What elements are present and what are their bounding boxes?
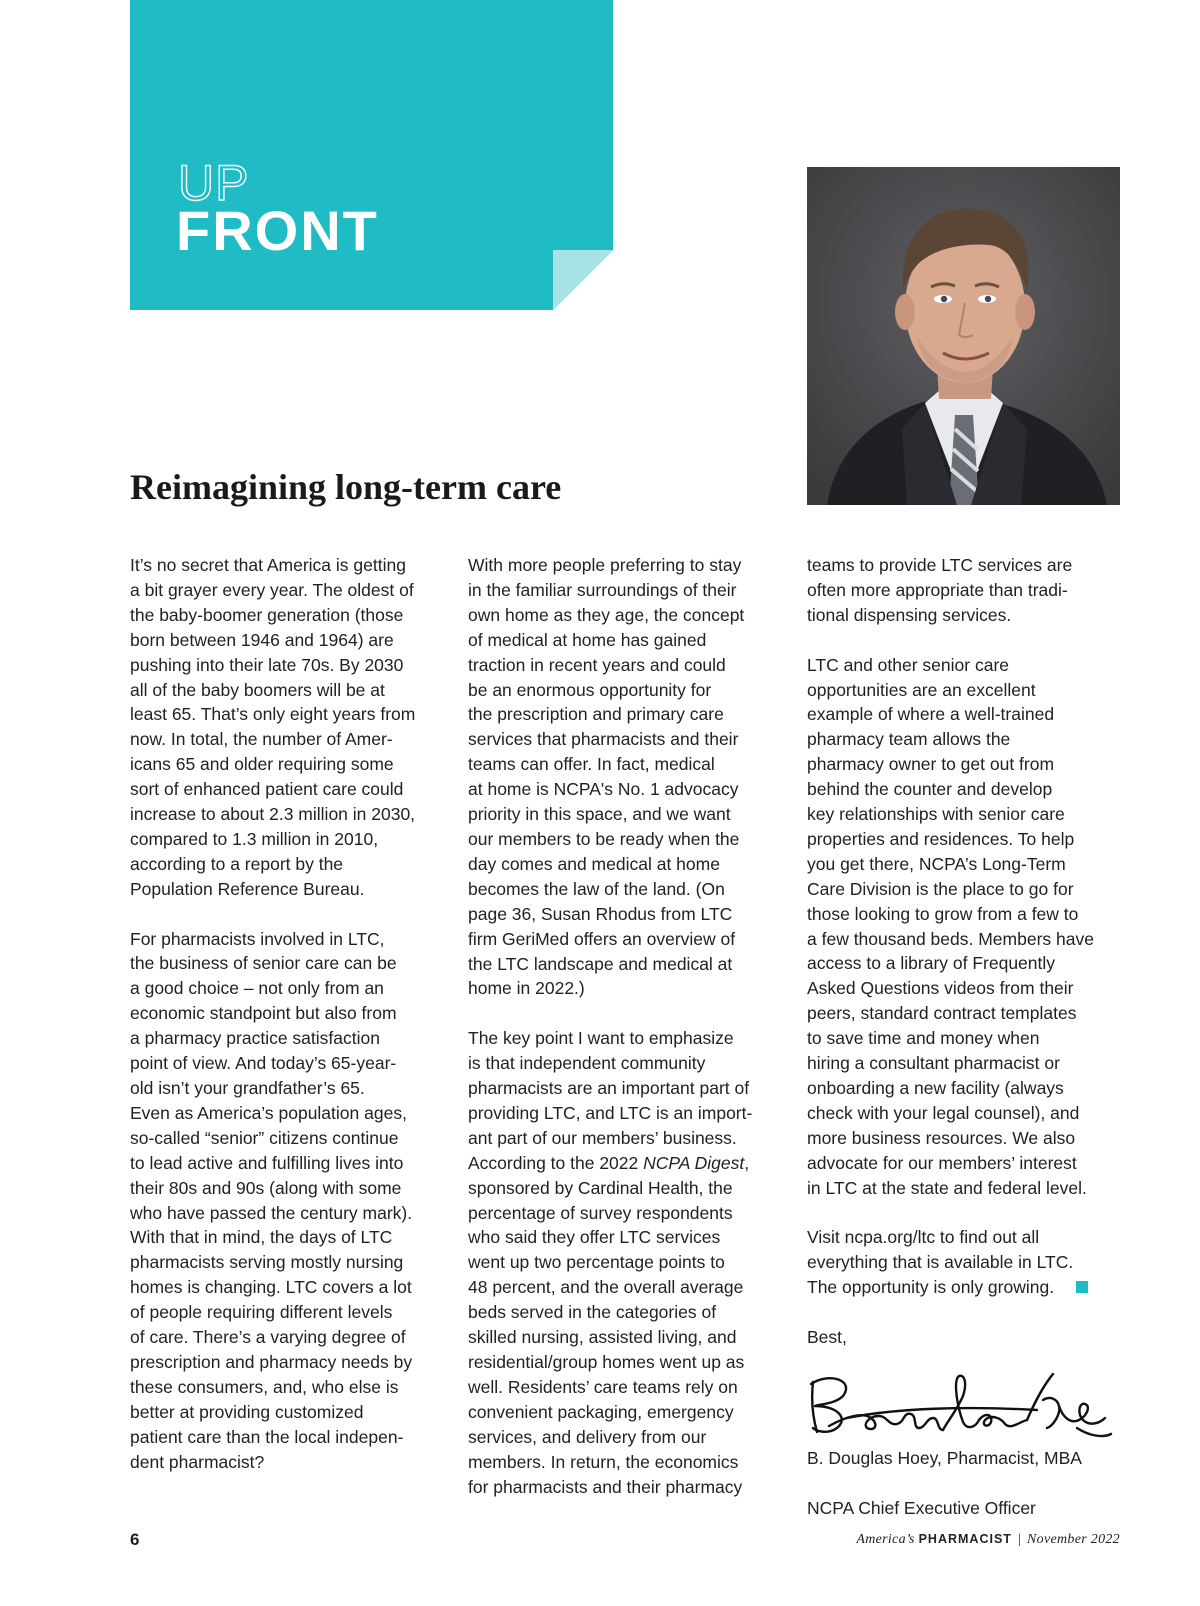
article-column-3	[807, 553, 1127, 1521]
footer-separator: |	[1017, 1532, 1022, 1547]
page-fold-corner	[553, 250, 613, 310]
body-paragraph: LTC and other senior care opportunities are an excellent example of where a well-trained pharmacy team allows the pharmacy owner to get out from behind the counter and develop key relationships with senior care properties and residences. To help you get there, NCPA’s Long-Term Care Division is the place to go for those looking to grow from a few to a few thousand beds. Members have access to a library of Frequently Asked Questions videos from their peers, standard contract templates to save time and money when hiring a consultant pharmacist or onboarding a new facility (always check with your legal counsel), and more business resources. We also advocate for our members’ interest in LTC at the state and federal level.	[807, 654, 1094, 1198]
publication-title-italic: NCPA Digest	[643, 1152, 745, 1173]
article-column-2	[468, 553, 788, 1499]
publication-prefix: America’s	[856, 1532, 915, 1547]
body-paragraph	[807, 1225, 1127, 1300]
closing-text: Visit ncpa.org/ltc to find out all everything that is available in LTC. The opportunity is only growing.	[807, 1227, 1074, 1298]
handwritten-signature	[807, 1366, 1117, 1446]
body-paragraph	[468, 1026, 788, 1499]
signer-name: B. Douglas Hoey, Pharmacist, MBA	[807, 1447, 1082, 1468]
body-paragraph: It’s no secret that America is getting a bit grayer every year. The oldest of the baby-boomer generation (those born between 1946 and 1964) are pushing into their late 70s. By 2030 all of the baby boomers will be at least 65. That’s only eight years from now. In total, the number of Amer- icans 65 and older requiring some sort of enhanced patient care could increase to about 2.3 million in 2030, compared to 1.3 million in 2010, according to a report by the Population Reference Bureau.	[130, 555, 416, 899]
salutation: Best,	[807, 1327, 847, 1348]
publication-footer	[856, 1532, 1120, 1548]
page-number: 6	[130, 1530, 140, 1549]
section-label-bottom: FRONT	[176, 199, 379, 262]
publication-brand: PHARMACIST	[918, 1532, 1012, 1546]
body-text: , sponsored by Cardinal Health, the percentage of survey respondents who said they offer LTC services went up two percentage points to 48 percent, and the overall average beds served in the categories of skilled nursing, assisted living, and residential/group homes went up as well. Residents’ care teams rely on convenient packaging, emergency services, and delivery from our members. In return, the economics for pharmacists and their pharmacy	[468, 1152, 750, 1497]
author-portrait-photo	[807, 167, 1120, 505]
article-column-1	[130, 553, 450, 1475]
signer-title: NCPA Chief Executive Officer	[807, 1497, 1036, 1518]
article-headline: Reimagining long-term care	[130, 467, 562, 507]
issue-date: November 2022	[1027, 1532, 1120, 1547]
body-paragraph: teams to provide LTC services are often more appropriate than tradi- tional dispensing services.	[807, 555, 1073, 625]
body-text: The key point I want to emphasize is that independent community pharmacists are an important part of providing LTC, and LTC is an import- ant part of our members’ business. According to the 2022	[468, 1028, 753, 1173]
body-paragraph: For pharmacists involved in LTC, the business of senior care can be a good choice – not only from an economic standpoint but also from a pharmacy practice satisfaction point of view. And today’s 65-year- old isn’t your grandfather’s 65. Even as America’s population ages, so-called “senior” citizens continue to lead active and fulfilling lives into their 80s and 90s (along with some who have passed the century mark). With that in mind, the days of LTC pharmacists serving mostly nursing homes is changing. LTC covers a lot of people requiring different levels of care. There’s a varying degree of prescription and pharmacy needs by these consumers, and, who else is better at providing customized patient care than the local indepen- dent pharmacist?	[130, 928, 413, 1472]
article-end-mark-icon	[1076, 1281, 1088, 1293]
body-paragraph: With more people preferring to stay in the familiar surroundings of their own home as they age, the concept of medical at home has gained traction in recent years and could be an enormous opportunity for the prescription and primary care services that pharmacists and their teams can offer. In fact, medical at home is NCPA's No. 1 advocacy priority in this space, and we want our members to be ready when the day comes and medical at home becomes the law of the land. (On page 36, Susan Rhodus from LTC firm GeriMed offers an overview of the LTC landscape and medical at home in 2022.)	[468, 555, 745, 999]
section-label-top: UP	[178, 155, 250, 211]
